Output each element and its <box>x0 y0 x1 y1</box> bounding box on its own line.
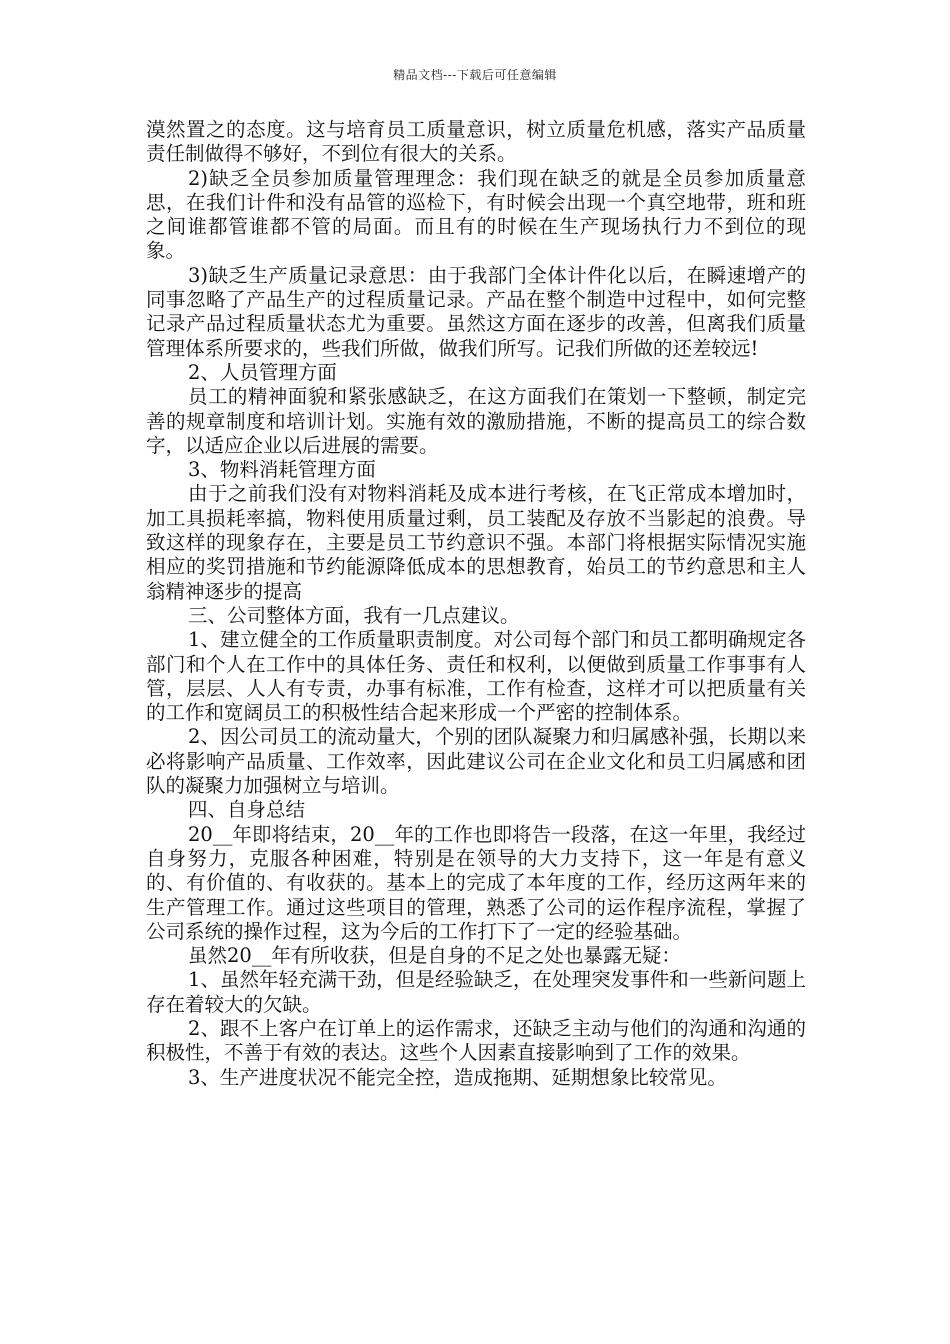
paragraph: 2、跟不上客户在订单上的运作需求，还缺乏主动与他们的沟通和沟通的积极性，不善于有效的表达。这些个人因素直接影响到了工作的效果。 <box>146 1016 806 1065</box>
paragraph: 3)缺乏生产质量记录意思：由于我部门全体计件化以后，在瞬速增产的同事忽略了产品生产的过程质量记录。产品在整个制造中过程中，如何完整记录产品过程质量状态尤为重要。虽然这方面在逐步的改善，但离我们质量管理体系所要求的，些我们所做，做我们所写。记我们所做的还差较远! <box>146 263 806 360</box>
paragraph: 1、虽然年轻充满干劲，但是经验缺乏，在处理突发事件和一些新问题上存在着较大的欠缺。 <box>146 968 806 1016</box>
page-header: 精品文档---下载后可任意编辑 <box>393 68 557 82</box>
document-body <box>146 118 806 1090</box>
section-heading: 四、自身总结 <box>188 798 306 822</box>
paragraph: 3、生产进度状况不能完全控，造成拖期、延期想象比较常见。 <box>188 1065 727 1089</box>
paragraph: 1、建立健全的工作质量职责制度。对公司每个部门和员工都明确规定各部门和个人在工作中的具体任务、责任和权利，以便做到质量工作事事有人管，层层、人人有专责，办事有标准，工作有检查，这样才可以把质量有关的工作和宽阔员工的积极性结合起来形成一个严密的控制体系。 <box>146 628 806 725</box>
paragraph: 漠然置之的态度。这与培育员工质量意识，树立质量危机感，落实产品质量责任制做得不够好，不到位有很大的关系。 <box>146 118 806 166</box>
paragraph: 虽然20__年有所收获，但是自身的不足之处也暴露无疑： <box>188 944 681 968</box>
section-heading: 三、公司整体方面，我有一几点建议。 <box>188 603 520 627</box>
section-heading: 3、物料消耗管理方面 <box>188 458 376 482</box>
paragraph: 由于之前我们没有对物料消耗及成本进行考核，在飞正常成本增加时，加工具损耗率搞，物料使用质量过剩，员工装配及存放不当影起的浪费。导致这样的现象存在，主要是员工节约意识不强。本部门将根据实际情况实施相应的奖罚措施和节约能源降低成本的思想教育，始员工的节约意思和主人翁精神逐步的提高 <box>146 482 806 603</box>
paragraph: 20__年即将结束，20__年的工作也即将告一段落，在这一年里，我经过自身努力，克服各种困难，特别是在领导的大力支持下，这一年是有意义的、有价值的、有收获的。基本上的完成了本年度的工作，经历这两年来的生产管理工作。通过这些项目的管理，熟悉了公司的运作程序流程，掌握了公司系统的操作过程，这为今后的工作打下了一定的经验基础。 <box>146 822 806 943</box>
section-heading: 2、人员管理方面 <box>188 360 337 384</box>
paragraph: 2)缺乏全员参加质量管理理念：我们现在缺乏的就是全员参加质量意思，在我们计件和没有品管的巡检下，有时候会出现一个真空地带，班和班之间谁都管谁都不管的局面。而且有的时候在生产现场执行力不到位的现象。 <box>146 166 806 263</box>
paragraph: 员工的精神面貌和紧张感缺乏，在这方面我们在策划一下整顿，制定完善的规章制度和培训计划。实施有效的激励措施，不断的提高员工的综合数字，以适应企业以后进展的需要。 <box>146 385 806 457</box>
paragraph: 2、因公司员工的流动量大，个别的团队凝聚力和归属感补强，长期以来必将影响产品质量、工作效率，因此建议公司在企业文化和员工归属感和团队的凝聚力加强树立与培训。 <box>146 725 806 798</box>
